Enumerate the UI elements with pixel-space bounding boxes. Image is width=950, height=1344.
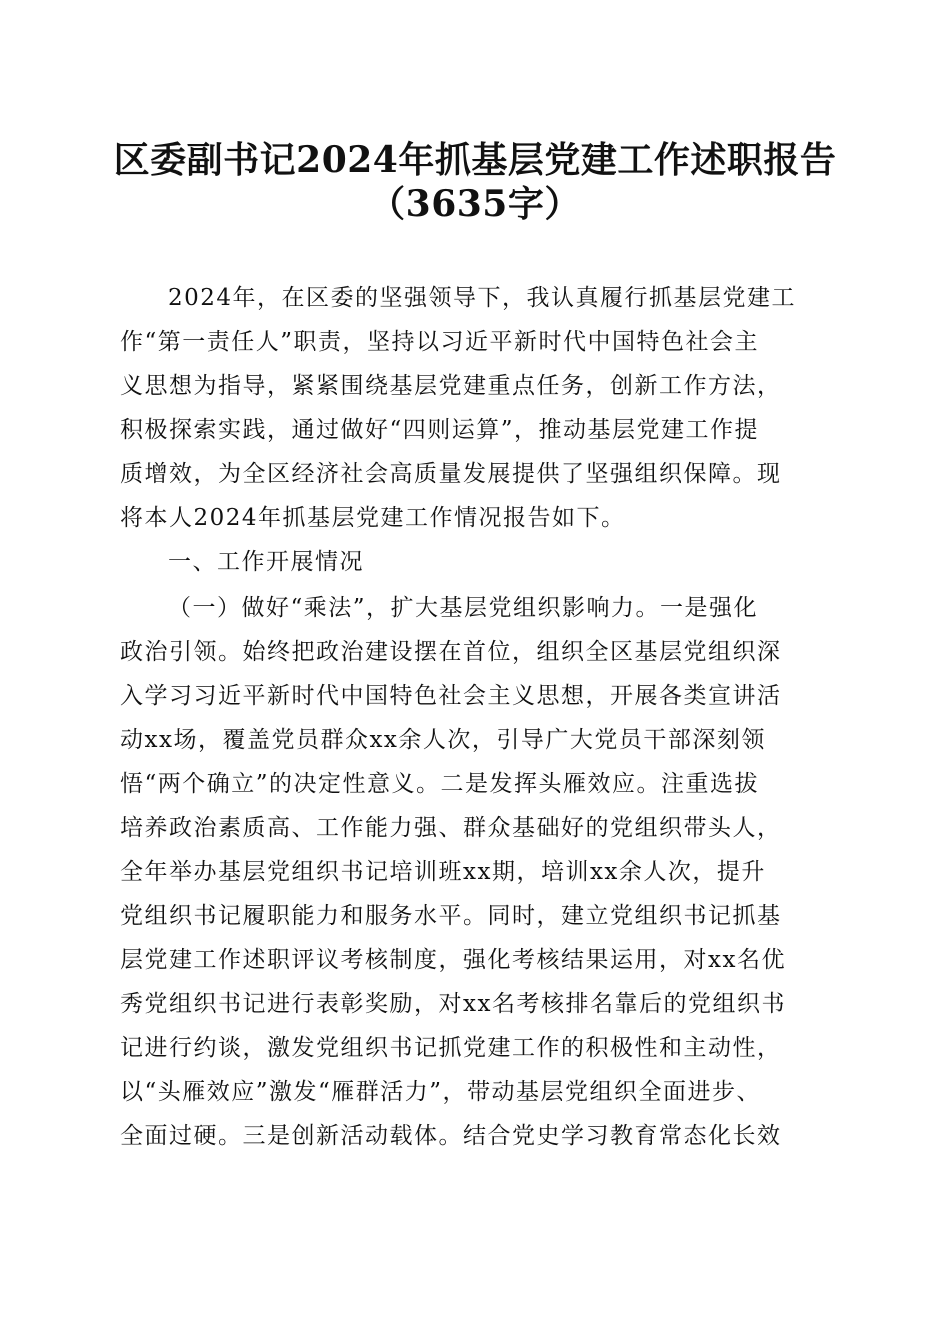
document-title: 区委副书记2024年抓基层党建工作述职报告 <box>113 139 837 181</box>
paragraph-line: 悟“两个确立”的决定性意义。二是发挥头雁效应。注重选拔 <box>120 771 760 797</box>
paragraph-line: 2024年，在区委的坚强领导下，我认真履行抓基层党建工 <box>168 285 797 311</box>
paragraph-line: 全面过硬。三是创新活动载体。结合党史学习教育常态化长效 <box>120 1123 782 1149</box>
paragraph-line: 作“第一责任人”职责，坚持以习近平新时代中国特色社会主 <box>120 329 760 355</box>
paragraph-line: 党组织书记履职能力和服务水平。同时，建立党组织书记抓基 <box>120 903 782 929</box>
paragraph-line: （一）做好“乘法”，扩大基层党组织影响力。一是强化 <box>168 595 759 621</box>
paragraph-line: 以“头雁效应”激发“雁群活力”，带动基层党组织全面进步、 <box>120 1079 762 1105</box>
paragraph-line: 记进行约谈，激发党组织书记抓党建工作的积极性和主动性， <box>120 1035 782 1061</box>
document-subtitle-word-count: （3635字） <box>369 183 581 225</box>
paragraph-line: 将本人2024年抓基层党建工作情况报告如下。 <box>120 505 626 531</box>
paragraph-line: 动xx场，覆盖党员群众xx余人次，引导广大党员干部深刻领 <box>120 727 766 753</box>
paragraph-line: 培养政治素质高、工作能力强、群众基础好的党组织带头人， <box>120 815 782 841</box>
paragraph-line: 义思想为指导，紧紧围绕基层党建重点任务，创新工作方法， <box>120 373 782 399</box>
paragraph-line: 层党建工作述职评议考核制度，强化考核结果运用，对xx名优 <box>120 947 786 973</box>
paragraph-line: 全年举办基层党组织书记培训班xx期，培训xx余人次，提升 <box>120 859 766 885</box>
section-heading: 一、工作开展情况 <box>168 549 364 575</box>
paragraph-line: 积极探索实践，通过做好“四则运算”，推动基层党建工作提 <box>120 417 760 443</box>
paragraph-line: 质增效，为全区经济社会高质量发展提供了坚强组织保障。现 <box>120 461 782 487</box>
paragraph-line: 秀党组织书记进行表彰奖励，对xx名考核排名靠后的党组织书 <box>120 991 786 1017</box>
paragraph-line: 政治引领。始终把政治建设摆在首位，组织全区基层党组织深 <box>120 639 782 665</box>
paragraph-line: 入学习习近平新时代中国特色社会主义思想，开展各类宣讲活 <box>120 683 782 709</box>
